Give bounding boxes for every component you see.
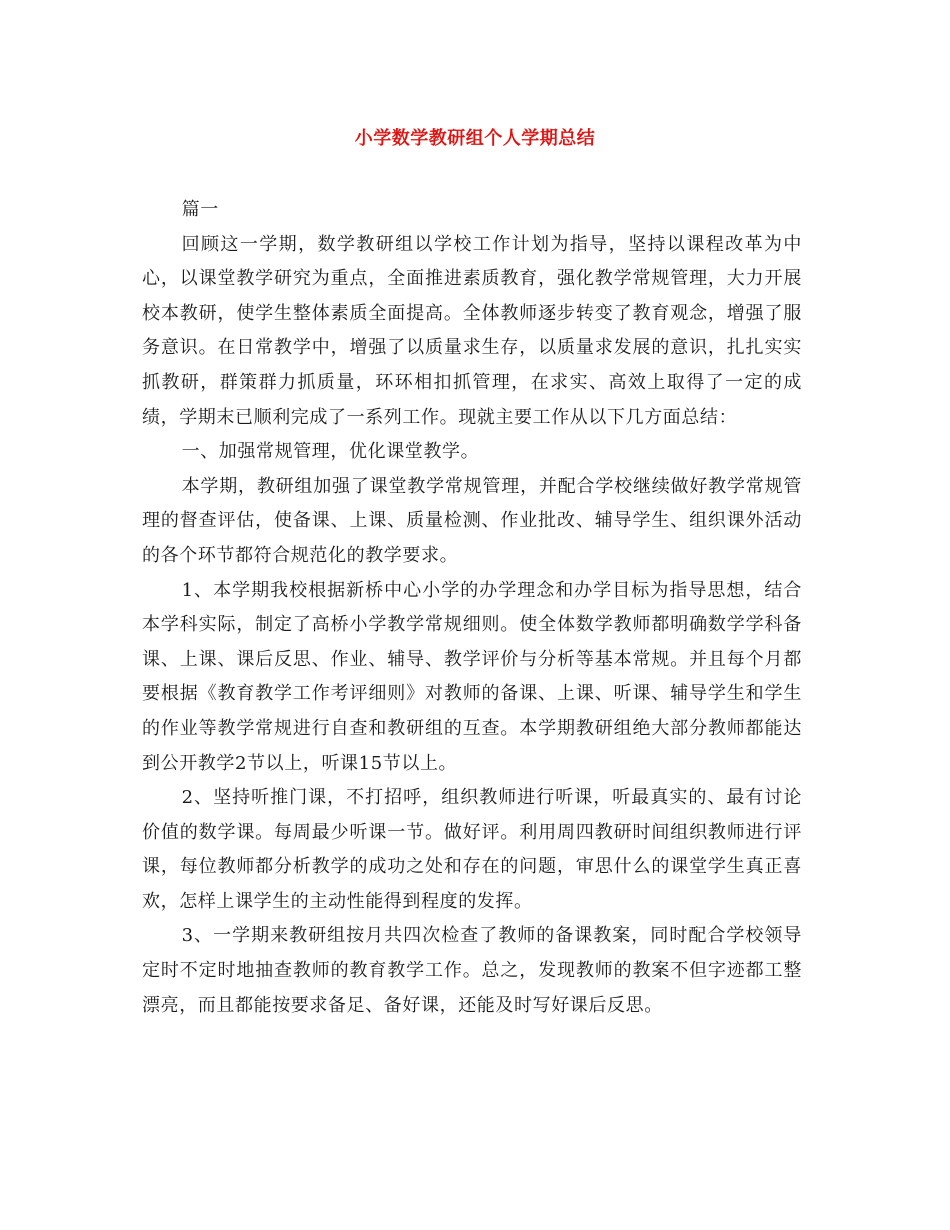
item-1-paragraph: 1、本学期我校根据新桥中心小学的办学理念和办学目标为指导思想，结合本学科实际，制定了高桥小学教学常规细则。使全体数学教师都明确数学学科备课、上课、课后反思、作业、辅导、教学评价与分析等基本常规。并且每个月都要根据《教育教学工作考评细则》对教师的备课、上课、听课、辅导学生和学生的作业等教学常规进行自查和教研组的互查。本学期教研组绝大部分教师都能达到公开教学2节以上，听课15节以上。 xyxy=(142,579,802,774)
item-3-paragraph: 3、一学期来教研组按月共四次检查了教师的备课教案，同时配合学校领导定时不定时地抽查教师的教育教学工作。总之，发现教师的教案不但字迹都工整漂亮，而且都能按要求备足、备好课，还能及时写好课后反思。 xyxy=(142,925,802,1016)
section-heading: 篇一 xyxy=(181,199,219,220)
body-paragraph: 本学期，教研组加强了课堂教学常规管理，并配合学校继续做好教学常规管理的督查评估，使备课、上课、质量检测、作业批改、辅导学生、组织课外活动的各个环节都符合规范化的教学要求。 xyxy=(142,475,802,566)
intro-paragraph: 回顾这一学期，数学教研组以学校工作计划为指导，坚持以课程改革为中心，以课堂教学研究为重点，全面推进素质教育，强化教学常规管理，大力开展校本教研，使学生整体素质全面提高。全体教师逐步转变了教育观念，增强了服务意识。在日常教学中，增强了以质量求生存，以质量求发展的意识，扎扎实实抓教研，群策群力抓质量，环环相扣抓管理，在求实、高效上取得了一定的成绩，学期末已顺利完成了一系列工作。现就主要工作从以下几方面总结： xyxy=(142,233,802,428)
document-title: 小学数学教研组个人学期总结 xyxy=(354,128,596,149)
item-2-paragraph: 2、坚持听推门课，不打招呼，组织教师进行听课，听最真实的、最有讨论价值的数学课。每周最少听课一节。做好评。利用周四教研时间组织教师进行评课，每位教师都分析教学的成功之处和存在的问题，审思什么的课堂学生真正喜欢，怎样上课学生的主动性能得到程度的发挥。 xyxy=(142,787,802,912)
document-body xyxy=(142,193,802,1023)
section-one-heading: 一、加强常规管理，优化课堂教学。 xyxy=(181,441,480,463)
